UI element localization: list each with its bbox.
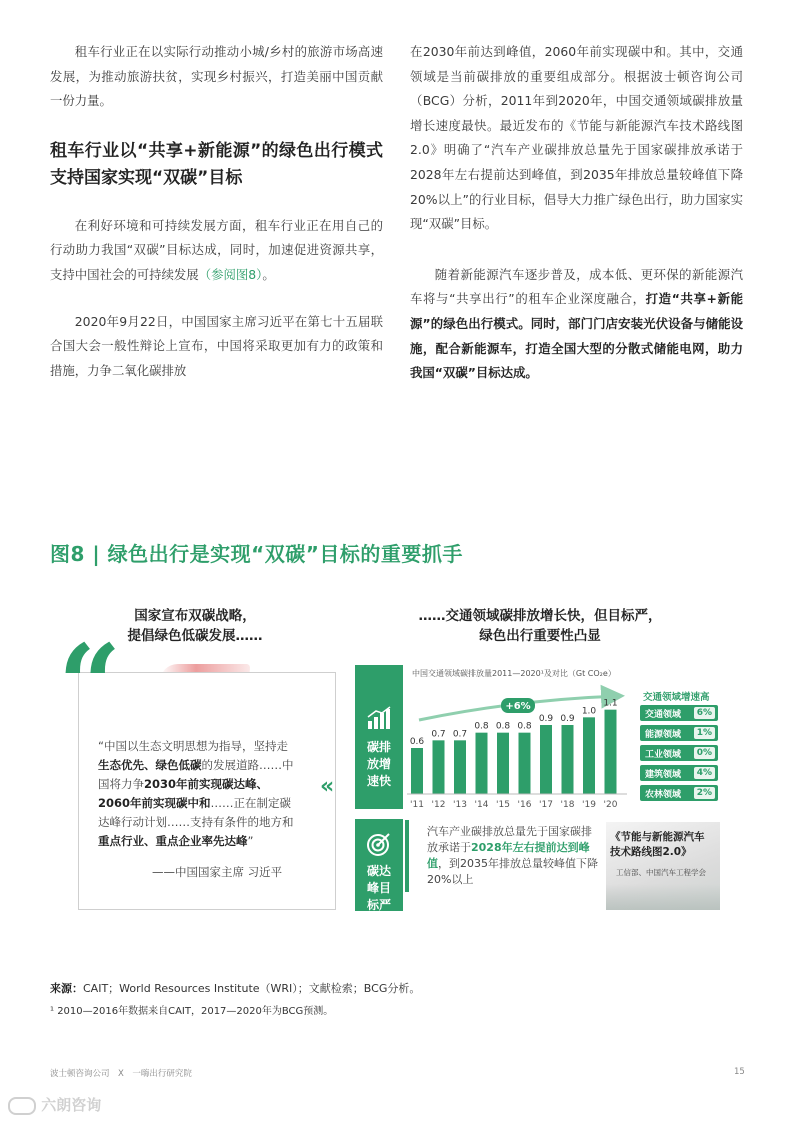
x-tick-label-7: '18 bbox=[560, 800, 575, 810]
sector-growth-badge: 4% bbox=[694, 767, 715, 779]
sector-growth-badge: 1% bbox=[694, 727, 715, 739]
book-title: 《节能与新能源汽车 技术路线图2.0》 bbox=[610, 831, 705, 858]
bar-2 bbox=[454, 740, 466, 794]
watermark-logo-icon bbox=[8, 1097, 36, 1115]
left-subheading: 国家宣布双碳战略， 提倡绿色低碳发展…… bbox=[127, 608, 263, 644]
growth-label: +6% bbox=[505, 701, 531, 712]
bar-8 bbox=[583, 717, 595, 794]
roadmap-book-image bbox=[606, 822, 720, 910]
right-subheading: ……交通领域碳排放增长快，但目标严， 绿色出行重要性凸显 bbox=[418, 608, 662, 644]
x-tick-label-6: '17 bbox=[539, 800, 553, 810]
x-tick-label-1: '12 bbox=[431, 800, 446, 810]
bar-value-label-5: 0.8 bbox=[517, 721, 532, 732]
x-tick-label-3: '14 bbox=[474, 800, 489, 810]
quote-author: ——中国国家主席 习近平 bbox=[152, 865, 283, 879]
left-paragraph-3: 2020年9月22日，中国国家主席习近平在第七十五届联合国大会一般性辩论上宣布，中国将采取更加有力的政策和措施，力争二氧化碳排放 bbox=[50, 313, 383, 378]
sector-growth-badge: 6% bbox=[694, 707, 715, 719]
page-number: 15 bbox=[734, 1067, 745, 1077]
x-tick-label-8: '19 bbox=[582, 800, 596, 810]
bar-1 bbox=[433, 740, 445, 794]
left-column bbox=[50, 40, 383, 383]
section-heading: 租车行业以“共享+新能源”的绿色出行模式支持国家实现“双碳”目标 bbox=[50, 140, 383, 188]
band-emission-growth: 碳排放增速快 bbox=[355, 665, 403, 809]
footnote: ¹ 2010—2016年数据来自CAIT，2017—2020年为BCG预测。 bbox=[50, 1006, 334, 1017]
bar-7 bbox=[562, 725, 574, 794]
right-paragraph-2: 随着新能源汽车逐步普及，成本低、更环保的新能源汽车将与“共享出行”的租车企业深度融合，打造“共享+新能源”的绿色出行模式。同时，部门门店安装光伏设备与储能设施，配合新能源车，打造全国大型的分散式储能电网，助力我国“双碳”目标达成。 bbox=[410, 266, 743, 381]
left-paragraph-2: 在利好环境和可持续发展方面，租车行业正在用自己的行动助力我国“双碳”目标达成，同时，加速促进资源共享，支持中国社会的可持续发展（参阅图8）。 bbox=[50, 217, 383, 282]
bar-value-label-7: 0.9 bbox=[560, 714, 575, 724]
sector-row bbox=[640, 725, 718, 741]
footer-left: 波士顿咨询公司 X 一嗨出行研究院 bbox=[50, 1069, 192, 1079]
right-paragraph-1: 在2030年前达到峰值，2060年前实现碳中和。其中，交通领域是当前碳排放的重要组成部分。根据波士顿咨询公司（BCG）分析，2011年到2020年，中国交通领域碳排放量增长速度最快。最近发布的《节能与新能源汽车技术路线图2.0》明确了“汽车产业碳排放总量先于国家碳排放承诺于2028年左右提前达到峰值，到2035年排放总量较峰值下降20%以上”的行业目标，倡导大力推广绿色出行，助力国家实现“双碳”目标。 bbox=[410, 44, 743, 232]
x-tick-label-2: '13 bbox=[453, 800, 467, 810]
sector-name: 建筑领域 bbox=[645, 770, 682, 780]
source-line: 来源：CAIT；World Resources Institute（WRI）；文献检索；BCG分析。 bbox=[50, 982, 421, 995]
x-tick-label-9: '20 bbox=[603, 800, 618, 810]
bar-6 bbox=[540, 725, 552, 794]
lower-text-accent bbox=[405, 820, 409, 892]
quote-text: “中国以生态文明思想为指导，坚持走生态优先、绿色低碳的发展道路……中国将力争2030年前实现碳达峰、2060年前实现碳中和……正在制定碳达峰行动计划……支持有条件的地方和重点行业、重点企业率先达峰” bbox=[98, 739, 294, 848]
x-tick-label-4: '15 bbox=[496, 800, 510, 810]
bar-chart-icon bbox=[366, 705, 392, 731]
bar-value-label-4: 0.8 bbox=[495, 721, 511, 732]
sector-row bbox=[640, 785, 718, 801]
watermark: 六朗咨询 bbox=[8, 1094, 101, 1115]
book-road-graphic bbox=[606, 884, 720, 910]
sector-growth-badge: 0% bbox=[694, 747, 715, 759]
sector-name: 交通领域 bbox=[645, 710, 682, 720]
left-paragraph-1: 租车行业正在以实际行动推动小城/乡村的旅游市场高速发展，为推动旅游扶贫，实现乡村振兴，打造美丽中国贡献一份力量。 bbox=[50, 44, 383, 109]
double-chevron-left-icon: « bbox=[320, 774, 335, 799]
bar-3 bbox=[476, 733, 488, 794]
figure-title: 图8 | 绿色出行是实现“双碳”目标的重要抓手 bbox=[50, 542, 463, 566]
target-icon bbox=[366, 831, 392, 857]
bar-value-label-9: 1.1 bbox=[603, 698, 618, 709]
bar-value-label-8: 1.0 bbox=[581, 706, 597, 717]
sector-row bbox=[640, 765, 718, 781]
book-publisher: 工信部、中国汽车工程学会 bbox=[616, 868, 706, 877]
bar-5 bbox=[519, 733, 531, 794]
bar-value-label-1: 0.7 bbox=[431, 729, 446, 740]
sector-row bbox=[640, 745, 718, 761]
figure-reference-link[interactable]: （参阅图8） bbox=[198, 266, 263, 282]
bar-0 bbox=[411, 748, 423, 794]
band-peak-target: 碳达峰目标严 bbox=[355, 819, 403, 911]
sector-growth-badge: 2% bbox=[694, 787, 715, 799]
emission-bar-chart bbox=[405, 682, 630, 817]
lower-text: 汽车产业碳排放总量先于国家碳排放承诺于2028年左右提前达到峰值，到2035年排放总量较峰值下降20%以上 bbox=[427, 825, 598, 886]
bar-value-label-6: 0.9 bbox=[538, 714, 554, 724]
chart-title: 中国交通领域碳排放量2011—2020¹及对比（Gt CO₂e） bbox=[412, 669, 616, 678]
lower-info-box bbox=[405, 820, 605, 912]
sector-name: 农林领域 bbox=[645, 790, 682, 800]
sector-name: 工业领域 bbox=[645, 750, 682, 760]
sector-title: 交通领域增速高 bbox=[643, 692, 710, 703]
right-column bbox=[410, 40, 743, 386]
bar-9 bbox=[605, 710, 617, 794]
bar-value-label-0: 0.6 bbox=[409, 737, 425, 747]
bar-4 bbox=[497, 733, 509, 794]
x-tick-label-0: '11 bbox=[410, 800, 424, 810]
quote-mark-icon: “ bbox=[58, 620, 122, 749]
sector-name: 能源领域 bbox=[645, 730, 682, 740]
bar-value-label-3: 0.8 bbox=[474, 721, 489, 732]
x-tick-label-5: '16 bbox=[517, 800, 532, 810]
bar-value-label-2: 0.7 bbox=[452, 729, 468, 740]
sector-row bbox=[640, 705, 718, 721]
